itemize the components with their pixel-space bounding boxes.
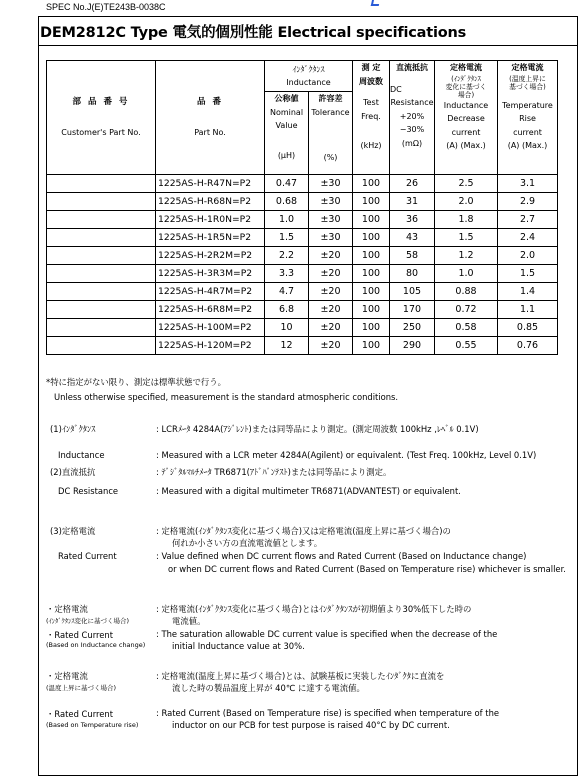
table-row (47, 319, 558, 337)
nominal-cell: 0.47 (265, 175, 309, 193)
note-en: Unless otherwise specified, measurement is the standard atmospheric conditions. (54, 392, 399, 402)
header-customer-part-no (47, 61, 156, 175)
section1-text-jp: : LCRﾒｰﾀ 4284A(ｱｼﾞﾚﾝﾄ)または同等品により測定。(測定周波数 100kHz ,ﾚﾍﾞﾙ 0.1V) (156, 424, 479, 434)
section5-label-jp-sub: (温度上昇に基づく場合) (46, 684, 117, 692)
header-rc2-en1: Temperature (502, 100, 553, 110)
customer-part-cell (47, 247, 156, 265)
section4-label-jp-sub: (ｲﾝﾀﾞｸﾀﾝｽ変化に基づく場合) (46, 617, 130, 625)
customer-part-cell (47, 193, 156, 211)
section5-text-jp1: : 定格電流(温度上昇に基づく場合)とは、試験基板に実装したｲﾝﾀﾞｸﾀに直流を (156, 671, 445, 681)
header-tolerance (309, 92, 353, 175)
header-rc1-sub1: (ｲﾝﾀﾞｸﾀﾝｽ (451, 74, 481, 83)
nominal-cell: 2.2 (265, 247, 309, 265)
tolerance-cell: ±20 (309, 283, 353, 301)
header-part-jp: 品 番 (197, 97, 223, 107)
dcr-cell: 26 (390, 175, 435, 193)
rc1-cell: 1.2 (435, 247, 498, 265)
header-nominal-unit: (μH) (277, 150, 296, 160)
header-inductance-en: Inductance (286, 78, 331, 87)
nominal-cell: 3.3 (265, 265, 309, 283)
customer-part-cell (47, 265, 156, 283)
spec-number: SPEC No.J(E)TE243B-0038C (46, 2, 166, 12)
nominal-cell: 0.68 (265, 193, 309, 211)
section2-text-jp: : ﾃﾞｼﾞﾀﾙﾏﾙﾁﾒｰﾀ TR6871(ｱﾄﾞﾊﾞﾝﾃｽﾄ)または同等品により測定。 (156, 467, 392, 477)
rc2-cell: 1.5 (498, 265, 558, 283)
table-row (47, 283, 558, 301)
part-no-cell: 1225AS-H-R68N=P2 (156, 193, 265, 211)
dcr-cell: 31 (390, 193, 435, 211)
rc1-cell: 2.5 (435, 175, 498, 193)
header-tol-en: Tolerance (311, 107, 350, 117)
table-row (47, 229, 558, 247)
rc1-cell: 0.72 (435, 301, 498, 319)
section4-text-en1: : The saturation allowable DC current value is specified when the decrease of the (156, 629, 498, 639)
section3-label-jp: (3)定格電流 (50, 526, 96, 536)
section3-text-jp2: 何れか小さい方の直流電流値とします。 (172, 538, 323, 548)
section5-text-jp2: 流した時の製品温度上昇が 40℃ に達する電流値。 (172, 683, 365, 693)
section3-text-jp1: : 定格電流(ｲﾝﾀﾞｸﾀﾝｽ変化に基づく場合)又は定格電流(温度上昇に基づく場合)の (156, 526, 451, 536)
header-nominal-en2: Value (275, 121, 298, 130)
rc2-cell: 2.9 (498, 193, 558, 211)
customer-part-cell (47, 319, 156, 337)
part-no-cell: 1225AS-H-3R3M=P2 (156, 265, 265, 283)
freq-cell: 100 (353, 175, 390, 193)
freq-cell: 100 (353, 265, 390, 283)
header-rc1-jp: 定格電流 (450, 63, 482, 72)
nominal-cell: 1.5 (265, 229, 309, 247)
section6-label-en-sub: (Based on Temperature rise) (46, 721, 139, 729)
nominal-cell: 4.7 (265, 283, 309, 301)
section1-label-en: Inductance (58, 450, 105, 460)
section6-label-en: ・Rated Current (46, 709, 114, 719)
part-no-cell: 1225AS-H-2R2M=P2 (156, 247, 265, 265)
header-freq-en1: Test (363, 98, 379, 107)
header-freq-unit: (kHz) (360, 141, 382, 150)
tolerance-cell: ±20 (309, 301, 353, 319)
header-rc1-sub2: 変化に基づく (445, 82, 487, 91)
section4-label-en-sub: (Based on Inductance change) (46, 641, 146, 649)
spec-table (46, 60, 558, 355)
document-title: DEM2812C Type 電気的個別性能 Electrical specifications (40, 25, 467, 41)
header-rc1-en2: Decrease (447, 114, 485, 123)
rc1-cell: 0.88 (435, 283, 498, 301)
header-nominal-value (265, 92, 309, 175)
header-rated-current-inductance (435, 61, 498, 175)
header-nominal-jp: 公称値 (274, 94, 299, 103)
rc2-cell: 3.1 (498, 175, 558, 193)
header-inductance (265, 61, 353, 92)
table-row (47, 193, 558, 211)
freq-cell: 100 (353, 247, 390, 265)
header-dcr-unit: (mΩ) (401, 138, 423, 148)
dcr-cell: 58 (390, 247, 435, 265)
rc2-cell: 2.4 (498, 229, 558, 247)
dcr-cell: 170 (390, 301, 435, 319)
header-part-no (156, 61, 265, 175)
section6-text-en1: : Rated Current (Based on Temperature rise) is specified when temperature of the (156, 708, 500, 718)
dcr-cell: 36 (390, 211, 435, 229)
part-no-cell: 1225AS-H-1R0N=P2 (156, 211, 265, 229)
nominal-cell: 10 (265, 319, 309, 337)
freq-cell: 100 (353, 211, 390, 229)
header-dcr-en1: DC (390, 84, 402, 94)
blue-check-mark (371, 0, 382, 6)
nominal-cell: 12 (265, 337, 309, 355)
header-dc-resistance (390, 61, 435, 175)
rc2-cell: 0.76 (498, 337, 558, 355)
header-rc2-en3: current (513, 127, 542, 137)
rc1-cell: 0.58 (435, 319, 498, 337)
section4-label-en: ・Rated Current (46, 630, 114, 640)
tolerance-cell: ±20 (309, 265, 353, 283)
section2-text-en: : Measured with a digital multimeter TR6871(ADVANTEST) or equivalent. (156, 486, 461, 496)
table-header-row (47, 61, 558, 92)
header-inductance-jp: ｲﾝﾀﾞｸﾀﾝｽ (292, 64, 325, 74)
tolerance-cell: ±20 (309, 337, 353, 355)
header-dcr-jp: 直流抵抗 (396, 63, 428, 72)
freq-cell: 100 (353, 337, 390, 355)
section4-text-jp2: 電流値。 (172, 616, 206, 626)
header-customer-jp: 部 品 番 号 (72, 97, 130, 107)
header-rc1-en3: current (451, 127, 481, 137)
part-no-cell: 1225AS-H-4R7M=P2 (156, 283, 265, 301)
section3-label-en: Rated Current (58, 551, 117, 561)
header-dcr-en2: Resistance (390, 98, 434, 107)
rc1-cell: 1.8 (435, 211, 498, 229)
section1-label-jp: (1)ｲﾝﾀﾞｸﾀﾝｽ (50, 424, 96, 434)
header-dcr-tol2: −30% (399, 125, 425, 134)
tolerance-cell: ±30 (309, 193, 353, 211)
section5-label-jp: ・定格電流 (46, 671, 88, 681)
table-row (47, 301, 558, 319)
header-rated-current-temperature (498, 61, 558, 175)
freq-cell: 100 (353, 283, 390, 301)
section4-text-en2: initial Inductance value at 30%. (172, 641, 305, 651)
freq-cell: 100 (353, 319, 390, 337)
part-no-cell: 1225AS-H-120M=P2 (156, 337, 265, 355)
section3-text-en2: or when DC current flows and Rated Current (Based on Temperature rise) whichever is smaller. (168, 564, 566, 574)
section2-label-en: DC Resistance (58, 486, 119, 496)
tolerance-cell: ±30 (309, 175, 353, 193)
header-tol-jp: 許容差 (318, 94, 343, 103)
customer-part-cell (47, 301, 156, 319)
part-no-cell: 1225AS-H-100M=P2 (156, 319, 265, 337)
rc1-cell: 1.5 (435, 229, 498, 247)
tolerance-cell: ±20 (309, 319, 353, 337)
section1-text-en: : Measured with a LCR meter 4284A(Agilent) or equivalent. (Test Freq. 100kHz, Level 0.1V) (156, 450, 537, 460)
part-no-cell: 1225AS-H-6R8M=P2 (156, 301, 265, 319)
customer-part-cell (47, 229, 156, 247)
table-row (47, 175, 558, 193)
table-row (47, 211, 558, 229)
freq-cell: 100 (353, 229, 390, 247)
rc2-cell: 1.1 (498, 301, 558, 319)
dcr-cell: 250 (390, 319, 435, 337)
rc1-cell: 1.0 (435, 265, 498, 283)
customer-part-cell (47, 211, 156, 229)
rc2-cell: 2.7 (498, 211, 558, 229)
table-row (47, 247, 558, 265)
header-rc2-en2: Rise (519, 114, 536, 123)
tolerance-cell: ±30 (309, 211, 353, 229)
section4-label-jp: ・定格電流 (46, 604, 88, 614)
header-part-en: Part No. (194, 127, 226, 137)
dcr-cell: 290 (390, 337, 435, 355)
header-rc2-sub2: 基づく場合) (509, 82, 546, 91)
rc2-cell: 0.85 (498, 319, 558, 337)
header-rc1-sub3: 場合) (457, 90, 475, 99)
header-rc2-jp: 定格電流 (511, 63, 544, 72)
part-no-cell: 1225AS-H-1R5N=P2 (156, 229, 265, 247)
header-freq-jp2: 周波数 (359, 76, 383, 86)
table-row (47, 265, 558, 283)
table-row (47, 337, 558, 355)
rc1-cell: 2.0 (435, 193, 498, 211)
header-freq-jp1: 測 定 (361, 63, 381, 72)
freq-cell: 100 (353, 193, 390, 211)
dcr-cell: 43 (390, 229, 435, 247)
rc2-cell: 1.4 (498, 283, 558, 301)
note-jp: *特に指定がない限り、測定は標準状態で行う。 (46, 377, 227, 387)
header-rc2-sub1: (温度上昇に (509, 74, 546, 83)
tolerance-cell: ±20 (309, 247, 353, 265)
customer-part-cell (47, 337, 156, 355)
nominal-cell: 1.0 (265, 211, 309, 229)
freq-cell: 100 (353, 301, 390, 319)
dcr-cell: 80 (390, 265, 435, 283)
rc1-cell: 0.55 (435, 337, 498, 355)
section2-label-jp: (2)直流抵抗 (50, 467, 96, 477)
customer-part-cell (47, 175, 156, 193)
header-rc1-unit: (A) (Max.) (446, 141, 486, 150)
section6-text-en2: inductor on our PCB for test purpose is raised 40°C by DC current. (172, 720, 450, 730)
rc2-cell: 2.0 (498, 247, 558, 265)
header-freq-en2: Freq. (361, 111, 381, 121)
title-bar (38, 16, 578, 46)
dcr-cell: 105 (390, 283, 435, 301)
part-no-cell: 1225AS-H-R47N=P2 (156, 175, 265, 193)
header-rc1-en1: Inductance (443, 100, 489, 110)
header-test-freq (353, 61, 390, 175)
header-rc2-unit: (A) (Max.) (507, 141, 548, 150)
section3-text-en1: : Value defined when DC current flows and Rated Current (Based on Inductance change) (156, 551, 527, 561)
header-tol-unit: (%) (323, 153, 338, 162)
header-customer-en: Customer's Part No. (61, 127, 141, 137)
customer-part-cell (47, 283, 156, 301)
nominal-cell: 6.8 (265, 301, 309, 319)
tolerance-cell: ±30 (309, 229, 353, 247)
header-dcr-tol1: +20% (399, 111, 425, 121)
header-nominal-en1: Nominal (269, 107, 304, 117)
section4-text-jp1: : 定格電流(ｲﾝﾀﾞｸﾀﾝｽ変化に基づく場合)とはｲﾝﾀﾞｸﾀﾝｽが初期値より30%低下した時の (156, 604, 472, 614)
